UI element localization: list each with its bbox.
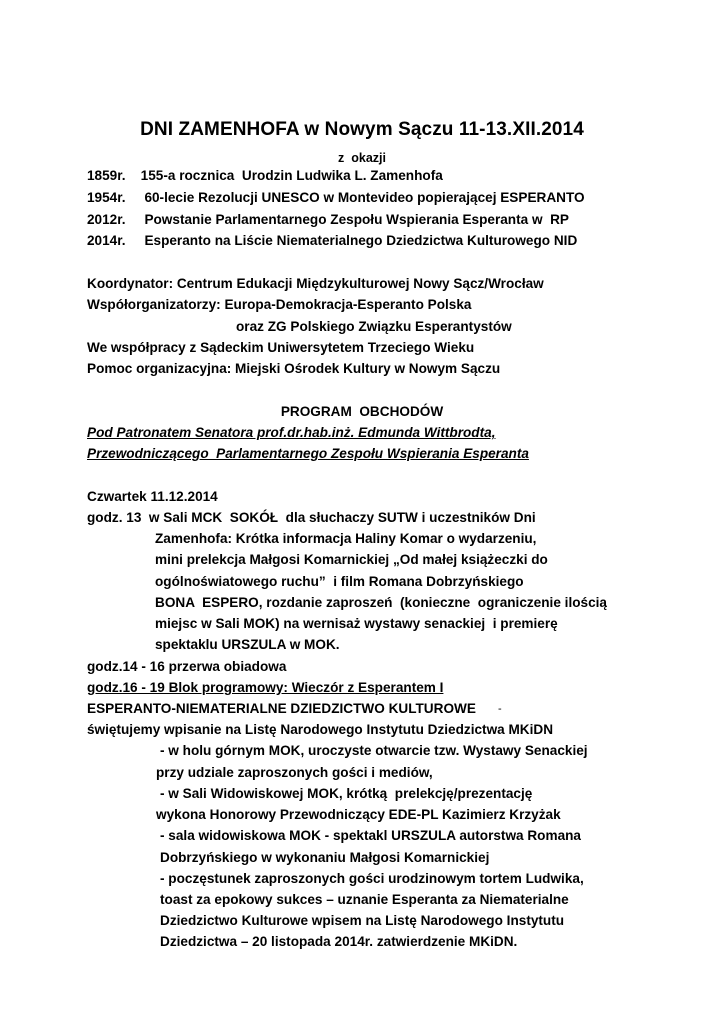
organizational-help-line: Pomoc organizacyjna: Miejski Ośrodek Kultury w Nowym Sączu [87,361,501,376]
anniversary-line: 2012r. Powstanie Parlamentarnego Zespołu Wspierania Esperanta w RP [87,212,569,227]
schedule-line: godz.16 - 19 Blok programowy: Wieczór z Esperantem I [87,680,444,695]
schedule-line: ESPERANTO-NIEMATERIALNE DZIEDZICTWO KULTUROWE [87,701,476,716]
schedule-line: miejsc w Sali MOK) na wernisaż wystawy senackiej i premierę [155,616,558,631]
patronage-line-2: Przewodniczącego Parlamentarnego Zespołu Wspierania Esperanta [87,446,529,461]
schedule-line: ogólnoświatowego ruchu” i film Romana Dobrzyńskiego [155,574,524,589]
schedule-line: przy udziale zaproszonych gości i mediów, [156,765,433,780]
schedule-line: Dziedzictwo Kulturowe wpisem na Listę Narodowego Instytutu [160,913,565,928]
schedule-line: świętujemy wpisanie na Listę Narodowego Instytutu Dziedzictwa MKiDN [87,722,554,737]
schedule-line: - w holu górnym MOK, uroczyste otwarcie tzw. Wystawy Senackiej [160,743,588,758]
patronage-line: Pod Patronatem Senatora prof.dr.hab.inż. Edmunda Wittbrodta, [87,425,496,440]
schedule-line: godz.14 - 16 przerwa obiadowa [87,659,287,674]
occasion-line: z okazji [338,151,386,165]
coordinator-line: Koordynator: Centrum Edukacji Międzykulturowej Nowy Sącz/Wrocław [87,276,544,291]
schedule-line: Dziedzictwa – 20 listopada 2014r. zatwierdzenie MKiDN. [160,934,518,949]
anniversary-line: 1859r. 155-a rocznica Urodzin Ludwika L. Zamenhofa [87,168,443,183]
schedule-line: Dobrzyńskiego w wykonaniu Małgosi Komarnickiej [160,850,490,865]
schedule-line: godz. 13 w Sali MCK SOKÓŁ dla słuchaczy SUTW i uczestników Dni [87,510,536,525]
anniversary-line: 1954r. 60-lecie Rezolucji UNESCO w Montevideo popierającej ESPERANTO [87,190,585,205]
co-organizers-line: Współorganizatorzy: Europa-Demokracja-Esperanto Polska [87,297,472,312]
co-organizers-line-2: oraz ZG Polskiego Związku Esperantystów [236,319,512,334]
program-heading: PROGRAM OBCHODÓW [280,404,444,419]
schedule-line: Zamenhofa: Krótka informacja Haliny Komar o wydarzeniu, [155,531,537,546]
schedule-dash: - [498,703,502,715]
schedule-line: mini prelekcja Małgosi Komarnickiej „Od małej książeczki do [155,552,548,567]
schedule-line: - poczęstunek zaproszonych gości urodzinowym tortem Ludwika, [160,871,584,886]
schedule-line: - sala widowiskowa MOK - spektakl URSZULA autorstwa Romana [160,828,581,843]
page-title: DNI ZAMENHOFA w Nowym Sączu 11-13.XII.2014 [140,119,584,140]
thursday-date: Czwartek 11.12.2014 [87,489,218,504]
cooperation-line: We współpracy z Sądeckim Uniwersytetem Trzeciego Wieku [87,340,475,355]
schedule-line: - w Sali Widowiskowej MOK, krótką prelekcję/prezentację [160,786,533,801]
schedule-line: toast za epokowy sukces – uznanie Esperanta za Niematerialne [160,892,569,907]
schedule-line: spektaklu URSZULA w MOK. [155,637,340,652]
schedule-line: BONA ESPERO, rozdanie zaproszeń (konieczne ograniczenie ilością [155,595,607,610]
anniversary-line: 2014r. Esperanto na Liście Niematerialnego Dziedzictwa Kulturowego NID [87,233,578,248]
schedule-line: wykona Honorowy Przewodniczący EDE-PL Kazimierz Krzyżak [156,807,561,822]
